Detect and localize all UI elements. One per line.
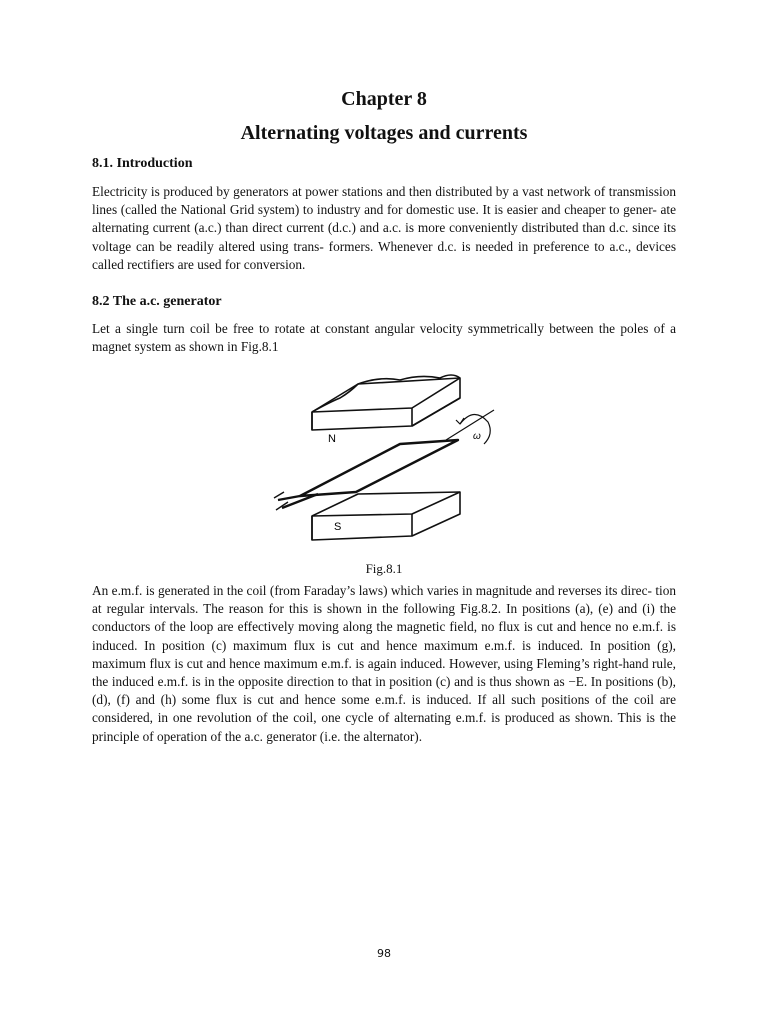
omega-label: ω: [473, 431, 481, 442]
north-pole-label: N: [328, 433, 336, 445]
page-number: 98: [377, 947, 391, 960]
chapter-title: Alternating voltages and currents: [240, 122, 528, 144]
north-magnet: [312, 375, 460, 430]
section-heading-ac-generator: 8.2 The a.c. generator: [92, 294, 222, 309]
generator-diagram: [270, 364, 500, 554]
rotation-axis: [446, 410, 494, 440]
principle-paragraph: An e.m.f. is generated in the coil (from Faraday’s laws) which varies in magnitude and reverses its direc- tion at regular intervals. The reason for this is shown in the following Fig.8.2. In positions (a), (e) and (i) the conductors of the loop are effectively moving along the magnetic field, no flux is cut and hence no e.m.f. is induced. In position (c) maximum flux is cut and hence maximum e.m.f. is induced. In position (g), maximum flux is cut and hence maximum e.m.f. is again induced. However, using Fleming’s right-hand rule, the induced e.m.f. is in the opposite direction to that in position (c) and is thus shown as −E. In positions (b), (d), (f) and (h) some flux is cut and hence some e.m.f. is induced. If all such positions of the coil are considered, in one revolution of the coil, one cycle of alternating e.m.f. is produced as shown. This is the principle of operation of the a.c. generator (i.e. the alternator).: [92, 583, 676, 744]
chapter-heading: Chapter 8: [341, 88, 427, 110]
section-heading-introduction: 8.1. Introduction: [92, 156, 193, 171]
generator-figure: [270, 364, 500, 554]
south-pole-label: S: [334, 521, 342, 533]
figure-caption: Fig.8.1: [365, 561, 403, 576]
ac-generator-paragraph: Let a single turn coil be free to rotate at constant angular velocity symmetrically between the poles of a magnet system as shown in Fig.8.1: [92, 321, 676, 355]
introduction-paragraph: Electricity is produced by generators at power stations and then distributed by a vast network of transmission lines (called the National Grid system) to industry and for domestic use. It is easier and cheaper to gener- ate alternating current (a.c.) than direct current (d.c.) and a.c. is more conveniently distributed than d.c. since its voltage can be readily altered using trans- formers. Whenever d.c. is needed in preference to a.c., devices called rectifiers are used for conversion.: [92, 184, 676, 272]
